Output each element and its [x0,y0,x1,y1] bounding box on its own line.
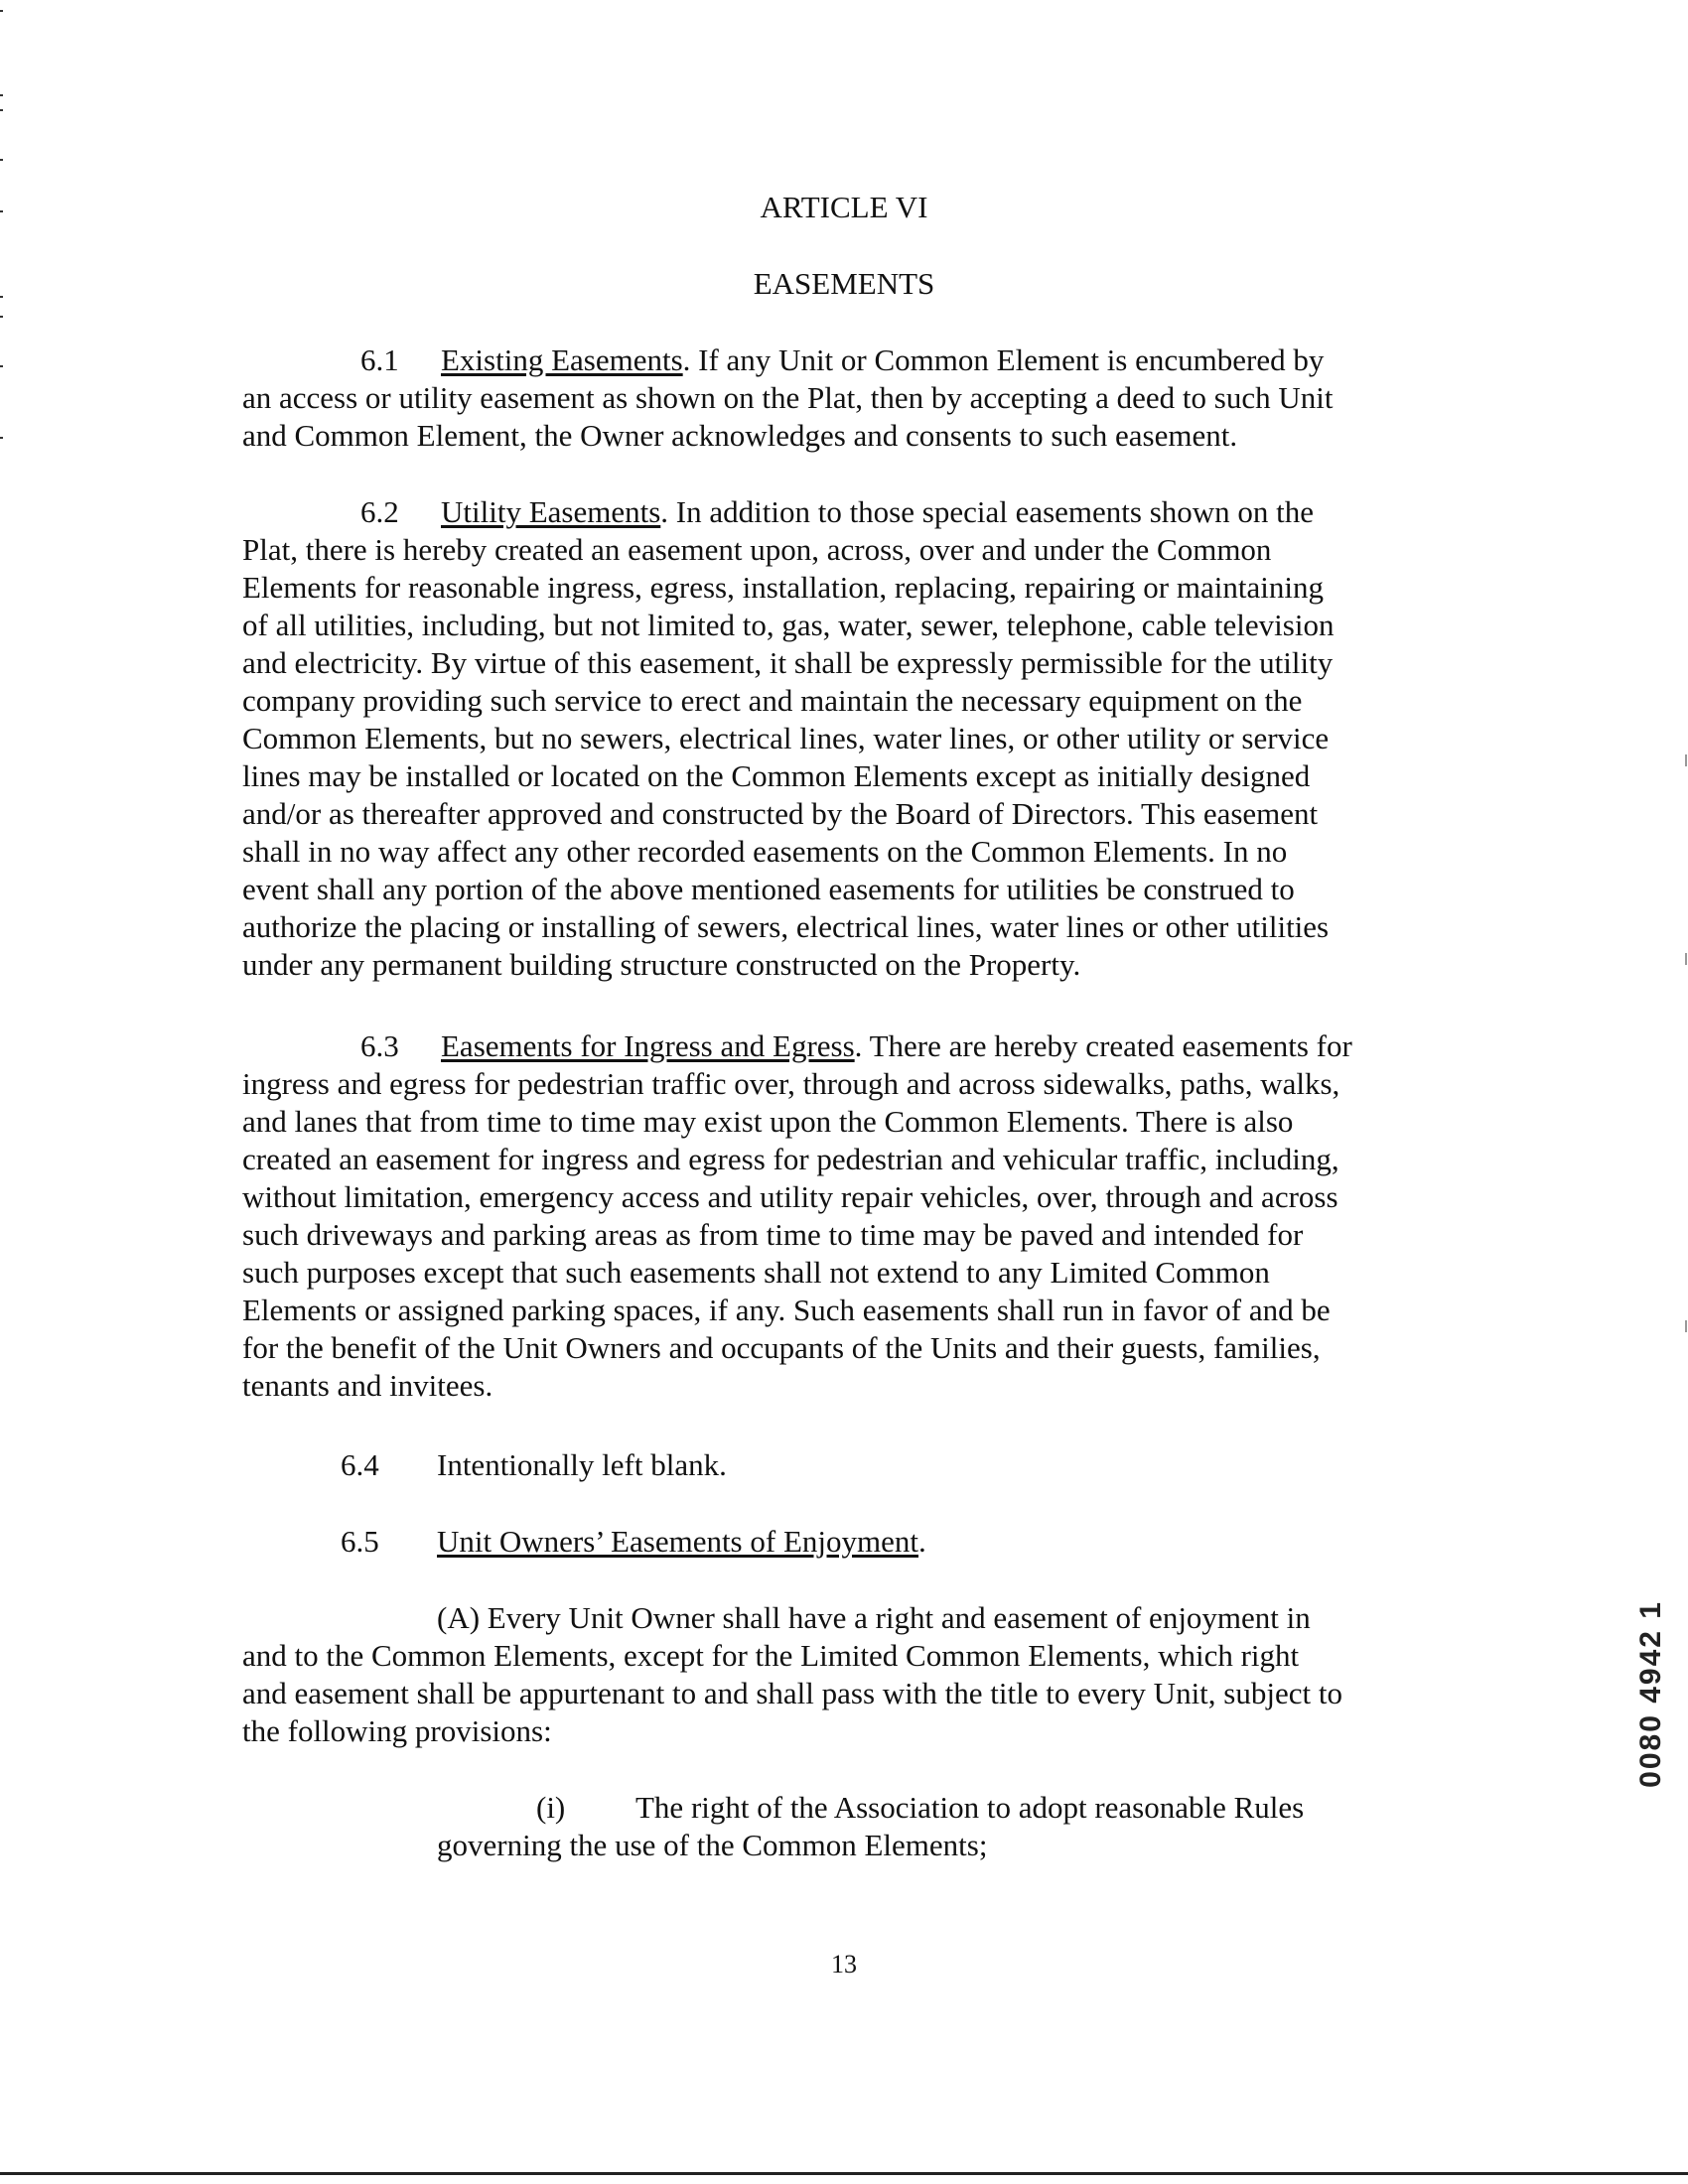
text-line: and lanes that from time to time may exist upon the Common Elements. There is also [242,1104,1294,1139]
text-line: the following provisions: [242,1713,552,1748]
scan-mark [0,94,3,96]
text-line: shall in no way affect any other recorded easements on the Common Elements. In no [242,834,1288,869]
item-marker: (i) [536,1790,566,1825]
text-line: and/or as thereafter approved and constructed by the Board of Directors. This easement [242,796,1319,831]
section-number: 6.2 [360,494,399,529]
section-first-line: Utility Easements. In addition to those special easements shown on the [441,494,1315,529]
scan-mark [0,159,3,161]
text-line: without limitation, emergency access and utility repair vehicles, over, through and across [242,1179,1338,1214]
section-first-line: Easements for Ingress and Egress. There are hereby created easements for [441,1028,1352,1063]
text-line: company providing such service to erect and maintain the necessary equipment on the [242,683,1303,718]
text-line: such driveways and parking areas as from time to time may be paved and intended for [242,1217,1304,1252]
section-number: 6.3 [360,1028,399,1063]
page-number: 13 [831,1950,857,1979]
subsection-a-first-line: (A) Every Unit Owner shall have a right and easement of enjoyment in [437,1600,1311,1635]
text-line: under any permanent building structure constructed on the Property. [242,947,1081,982]
text-line: Plat, there is hereby created an easement upon, across, over and under the Common [242,532,1272,567]
section-text: Intentionally left blank. [437,1447,727,1482]
section-number: 6.5 [341,1524,379,1559]
text-line: and to the Common Elements, except for the Limited Common Elements, which right [242,1638,1300,1673]
text-line: of all utilities, including, but not limited to, gas, water, sewer, telephone, cable television [242,608,1335,642]
text-line: tenants and invitees. [242,1368,493,1403]
text-line: and easement shall be appurtenant to and shall pass with the title to every Unit, subject to [242,1676,1342,1710]
section-title: Utility Easements [441,494,661,529]
text-line: for the benefit of the Unit Owners and occupants of the Units and their guests, families, [242,1330,1321,1365]
recording-stamp: 0080 4942 1 [1634,1600,1667,1788]
section-number: 6.1 [360,342,399,377]
text-line: governing the use of the Common Elements; [437,1828,988,1862]
text-line: an access or utility easement as shown on the Plat, then by accepting a deed to such Unit [242,380,1334,415]
text-line: created an easement for ingress and egress for pedestrian and vehicular traffic, including, [242,1142,1339,1176]
scan-mark [0,10,3,12]
section-title: Easements for Ingress and Egress [441,1028,855,1063]
scan-mark [1685,953,1687,965]
section-first-line: Unit Owners’ Easements of Enjoyment. [437,1524,926,1559]
text-line: lines may be installed or located on the Common Elements except as initially designed [242,758,1311,793]
page-bottom-rule [0,2172,1688,2175]
text-line: ingress and egress for pedestrian traffic over, through and across sidewalks, paths, walks, [242,1066,1340,1101]
text-line: Elements or assigned parking spaces, if any. Such easements shall run in favor of and be [242,1293,1331,1327]
text-line: such purposes except that such easements shall not extend to any Limited Common [242,1255,1270,1290]
scan-mark [0,109,3,111]
scan-mark [0,316,3,318]
section-title: Existing Easements [441,342,683,377]
text-line: Common Elements, but no sewers, electrical lines, water lines, or other utility or service [242,721,1330,755]
text-line: and Common Element, the Owner acknowledges and consents to such easement. [242,418,1238,453]
item-first-line: The right of the Association to adopt reasonable Rules [635,1790,1305,1825]
section-first-line: Existing Easements. If any Unit or Common Element is encumbered by [441,342,1325,377]
article-heading: ARTICLE VI [760,190,928,224]
text-line: and electricity. By virtue of this easement, it shall be expressly permissible for the utility [242,645,1334,680]
text-line: event shall any portion of the above mentioned easements for utilities be construed to [242,872,1295,906]
scan-mark [0,437,3,439]
scan-mark [1685,754,1687,766]
article-title: EASEMENTS [753,266,935,301]
text-line: Elements for reasonable ingress, egress, installation, replacing, repairing or maintaining [242,570,1324,605]
section-number: 6.4 [341,1447,379,1482]
section-title: Unit Owners’ Easements of Enjoyment [437,1524,918,1559]
text-line: authorize the placing or installing of sewers, electrical lines, water lines or other utilities [242,909,1330,944]
scan-mark [1685,1320,1687,1332]
scan-mark [0,365,3,367]
